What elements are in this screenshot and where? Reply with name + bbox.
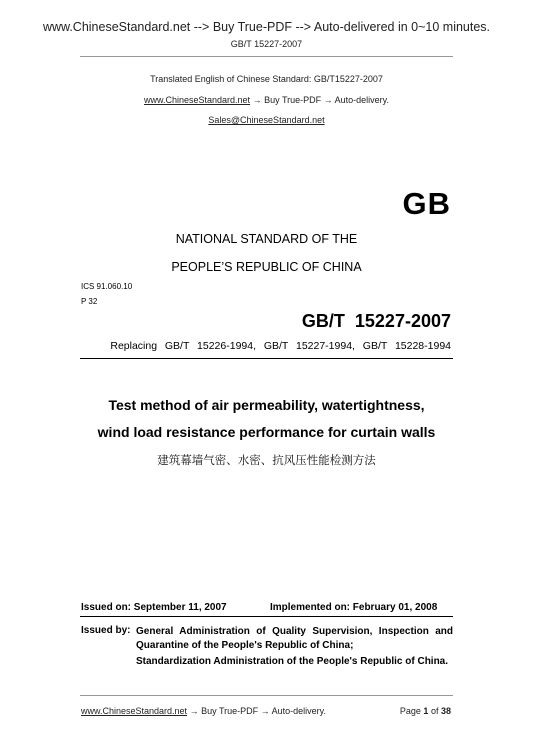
gb-mark: GB <box>402 186 451 221</box>
page-current: 1 <box>423 706 429 716</box>
page-indicator <box>400 706 451 716</box>
footer-divider <box>80 695 453 696</box>
arrow-right-icon: → <box>189 706 199 716</box>
translation-links <box>0 95 533 105</box>
footer-links <box>81 706 326 716</box>
title-line2: wind load resistance performance for curtain walls <box>97 424 436 440</box>
implemented-on: Implemented on: February 01, 2008 <box>270 602 438 613</box>
issue-divider <box>80 616 453 617</box>
footer-site-link[interactable]: www.ChineseStandard.net <box>81 706 188 716</box>
issued-on: Issued on: September 11, 2007 <box>81 602 227 613</box>
sales-email-link[interactable]: Sales@ChineseStandard.net <box>208 115 325 125</box>
issuer-2: Standardization Administration of the People's Republic of China. <box>136 656 449 667</box>
site-link[interactable]: www.ChineseStandard.net <box>144 95 251 105</box>
footer-delivery-text: Auto-delivery. <box>271 706 326 716</box>
national-standard-line2: PEOPLE’S REPUBLIC OF CHINA <box>171 260 362 274</box>
page-label: Page <box>399 706 421 716</box>
arrow-right-icon: → <box>252 95 262 105</box>
standard-number: GB/T 15227-2007 <box>301 311 451 331</box>
issued-by-label: Issued by: <box>81 625 131 636</box>
ics-code: ICS 91.060.10 <box>81 282 133 291</box>
arrow-right-icon: → <box>260 706 270 716</box>
title-chinese: 建筑幕墙气密、水密、抗风压性能检测方法 <box>157 455 376 467</box>
replacing-line: Replacing GB/T 15226-1994, GB/T 15227-1994, GB/T 15228-1994 <box>110 340 451 352</box>
p-code: P 32 <box>81 297 98 306</box>
page-total: 38 <box>440 706 451 716</box>
arrow-right-icon: → <box>323 95 333 105</box>
buy-pdf-text: Buy True-PDF <box>264 95 322 105</box>
footer-buy-text: Buy True-PDF <box>201 706 259 716</box>
header-divider <box>80 56 453 57</box>
top-banner: www.ChineseStandard.net --> Buy True-PDF --> Auto-delivered in 0~10 minutes. <box>42 20 491 34</box>
title-line1: Test method of air permeability, watertightness, <box>108 397 425 413</box>
issuer-1: General Administration of Quality Supervision, Inspection and Quarantine of the People's Republic of China; <box>136 626 453 651</box>
translation-note: Translated English of Chinese Standard: GB/T15227-2007 <box>150 74 383 84</box>
header-doc-code: GB/T 15227-2007 <box>230 39 303 49</box>
title-divider <box>80 358 453 359</box>
auto-delivery-text: Auto-delivery. <box>334 95 389 105</box>
national-standard-line1: NATIONAL STANDARD OF THE <box>175 232 358 246</box>
page-of: of <box>430 706 439 716</box>
